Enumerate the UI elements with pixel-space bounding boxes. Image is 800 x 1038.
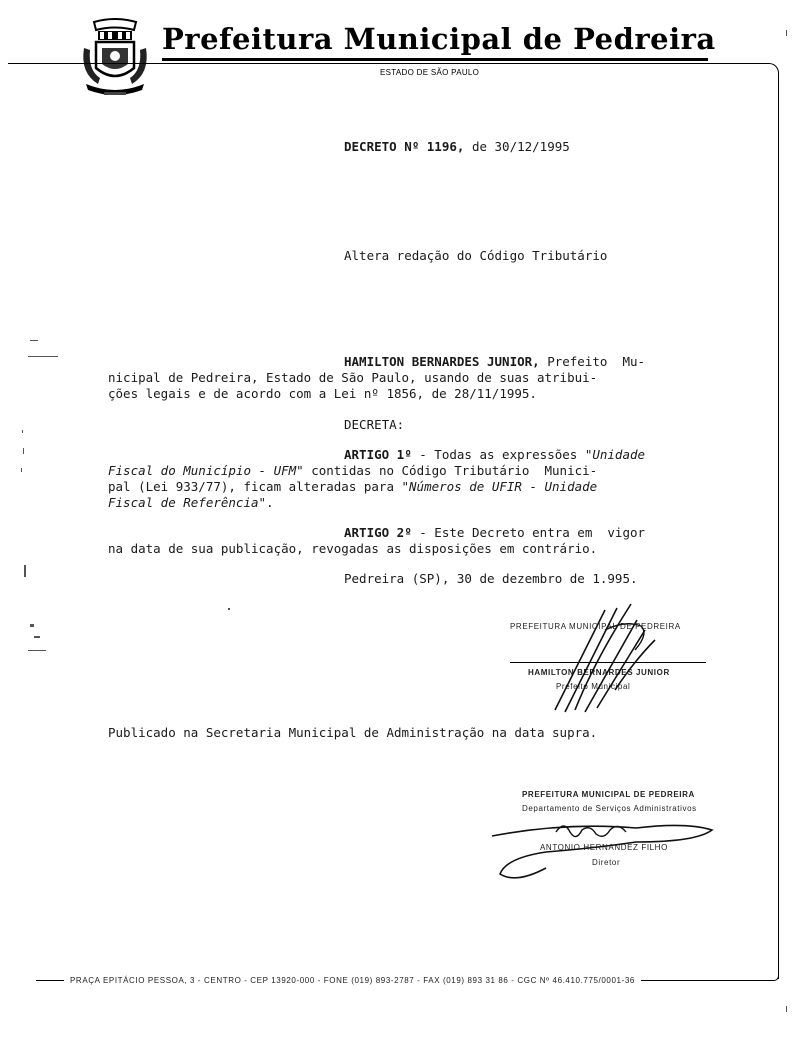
admin-handwritten-signature bbox=[486, 812, 718, 892]
decree-heading bbox=[344, 139, 570, 155]
artigo2-line-1: ARTIGO 2º - Este Decreto entra em vigor bbox=[344, 525, 646, 540]
letterhead-rule bbox=[162, 58, 708, 61]
publication-line: Publicado na Secretaria Municipal de Administração na data supra. bbox=[108, 725, 598, 740]
footer-address: PRAÇA EPITÁCIO PESSOA, 3 - CENTRO - CEP 13920-000 - FONE (019) 893-2787 - FAX (019) 893 31 86 - CGC Nº 46.410.775/0001-36 bbox=[70, 976, 635, 985]
intro-line-3: ções legais e de acordo com a Lei nº 1856, de 28/11/1995. bbox=[108, 386, 537, 401]
page-frame-corner bbox=[720, 976, 779, 981]
letterhead-title: Prefeitura Municipal de Pedreira bbox=[162, 22, 716, 56]
mayor-stamp-top: PREFEITURA MUNICIPAL DE PEDREIRA bbox=[510, 622, 681, 631]
admin-stamp-dept: Departamento de Serviços Administrativos bbox=[522, 804, 697, 813]
mayor-stamp-name: HAMILTON BERNARDES JUNIOR bbox=[528, 668, 670, 677]
mayor-name: HAMILTON BERNARDES JUNIOR, bbox=[344, 354, 540, 369]
artigo2-label: ARTIGO 2º bbox=[344, 525, 412, 540]
letterhead-subtitle: ESTADO DE SÃO PAULO bbox=[380, 68, 480, 77]
intro-line-1: HAMILTON BERNARDES JUNIOR, Prefeito Mu- bbox=[344, 354, 646, 369]
decree-number: DECRETO Nº 1196, bbox=[344, 139, 465, 154]
artigo1-line-1: ARTIGO 1º - Todas as expressões "Unidade bbox=[344, 447, 646, 462]
artigo1-line-2: Fiscal do Município - UFM" contidas no Código Tributário Munici- bbox=[108, 463, 598, 478]
footer bbox=[36, 976, 722, 985]
artigo1-line-3: pal (Lei 933/77), ficam alteradas para "Números de UFIR - Unidade bbox=[108, 479, 598, 494]
admin-stamp-name: ANTONIO HERNANDEZ FILHO bbox=[540, 843, 668, 852]
date-line: Pedreira (SP), 30 de dezembro de 1.995. bbox=[344, 571, 638, 586]
footer-rule-right bbox=[641, 980, 722, 982]
artigo2-line-2: na data de sua publicação, revogadas as disposições em contrário. bbox=[108, 541, 598, 556]
footer-rule-left bbox=[36, 980, 64, 982]
admin-stamp-top: PREFEITURA MUNICIPAL DE PEDREIRA bbox=[522, 790, 695, 799]
admin-stamp-role: Diretor bbox=[592, 858, 621, 867]
mayor-stamp-role: Prefeito Municipal bbox=[556, 682, 631, 691]
mayor-handwritten-signature bbox=[545, 600, 685, 720]
decree-date: de 30/12/1995 bbox=[464, 139, 570, 154]
artigo1-label: ARTIGO 1º bbox=[344, 447, 412, 462]
artigo1-line-4: Fiscal de Referência". bbox=[108, 495, 274, 510]
decree-summary: Altera redação do Código Tributário bbox=[344, 248, 608, 263]
decreta-label: DECRETA: bbox=[344, 417, 405, 432]
intro-line-2: nicipal de Pedreira, Estado de São Paulo, usando de suas atribui- bbox=[108, 370, 598, 385]
